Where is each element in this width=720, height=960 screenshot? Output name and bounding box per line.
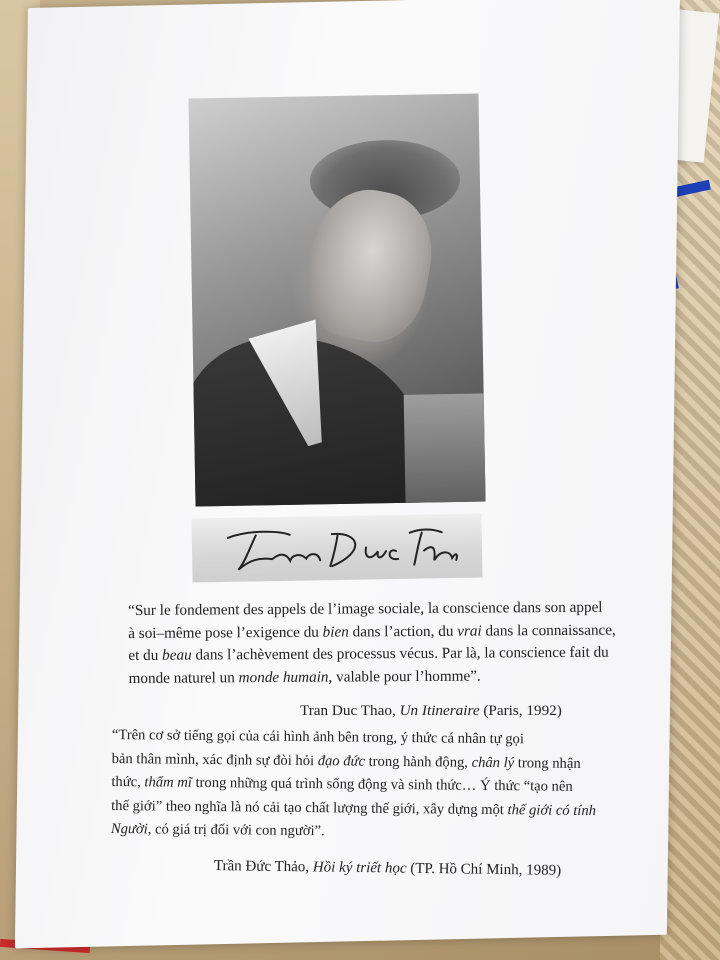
- french-quote-attribution: [300, 702, 562, 720]
- italic-phrase: thế giới có tính: [507, 801, 597, 819]
- quote-line: Người, có giá trị đối với con người”.: [110, 820, 325, 840]
- signature-handwriting: [220, 520, 461, 576]
- italic-phrase: beau: [162, 646, 192, 664]
- italic-phrase: bien: [322, 622, 349, 641]
- vietnamese-quote-attribution: [214, 858, 562, 880]
- italic-phrase: Người: [110, 820, 148, 838]
- quote-line: et du beau dans l’achèvement des processus vécus. Par là, la conscience fait du: [128, 643, 609, 664]
- italic-phrase: monde humain: [238, 668, 329, 686]
- quote-line: à soi–même pose l’exigence du bien dans l’action, du vrai dans la connaissance,: [128, 621, 616, 642]
- french-attribution-work: Un Itineraire: [399, 702, 480, 719]
- vietnamese-attribution-author: Trần Đức Thảo,: [213, 858, 313, 876]
- quote-line: thức, thẩm mĩ trong những quá trình sống động và sinh thức… Ý thức “tạo nên: [111, 773, 573, 795]
- italic-phrase: vrai: [457, 622, 482, 640]
- signature-strip: [191, 513, 482, 582]
- italic-phrase: đạo đức: [317, 752, 366, 770]
- french-attribution-place: (Paris, 1992): [479, 702, 562, 719]
- quote-line: “Trên cơ sở tiếng gọi của cái hình ảnh bên trong, ý thức cá nhân tự gọi: [111, 726, 525, 748]
- portrait-background-shadow: [404, 393, 486, 506]
- vietnamese-quote: [111, 724, 602, 847]
- portrait-photo: [188, 94, 485, 507]
- french-attribution-author: Tran Duc Thao,: [300, 702, 400, 719]
- vietnamese-attribution-work: Hồi ký triết học: [312, 859, 407, 877]
- italic-phrase: thẩm mĩ: [144, 774, 192, 791]
- quote-line: “Sur le fondement des appels de l’image sociale, la conscience dans son appel: [128, 598, 603, 619]
- vietnamese-attribution-place: (TP. Hồ Chí Minh, 1989): [406, 860, 562, 879]
- quote-line: bản thân mình, xác định sự đòi hỏi đạo đức trong hành động, chân lý trong nhận: [111, 750, 581, 772]
- italic-phrase: chân lý: [471, 754, 515, 771]
- french-quote: [128, 597, 616, 690]
- quote-line: thế giới” theo nghĩa là nó cải tạo chất lượng thế giới, xây dựng một thế giới có tính: [111, 797, 597, 819]
- quote-line: monde naturel un monde humain, valable pour l’homme”.: [128, 667, 481, 687]
